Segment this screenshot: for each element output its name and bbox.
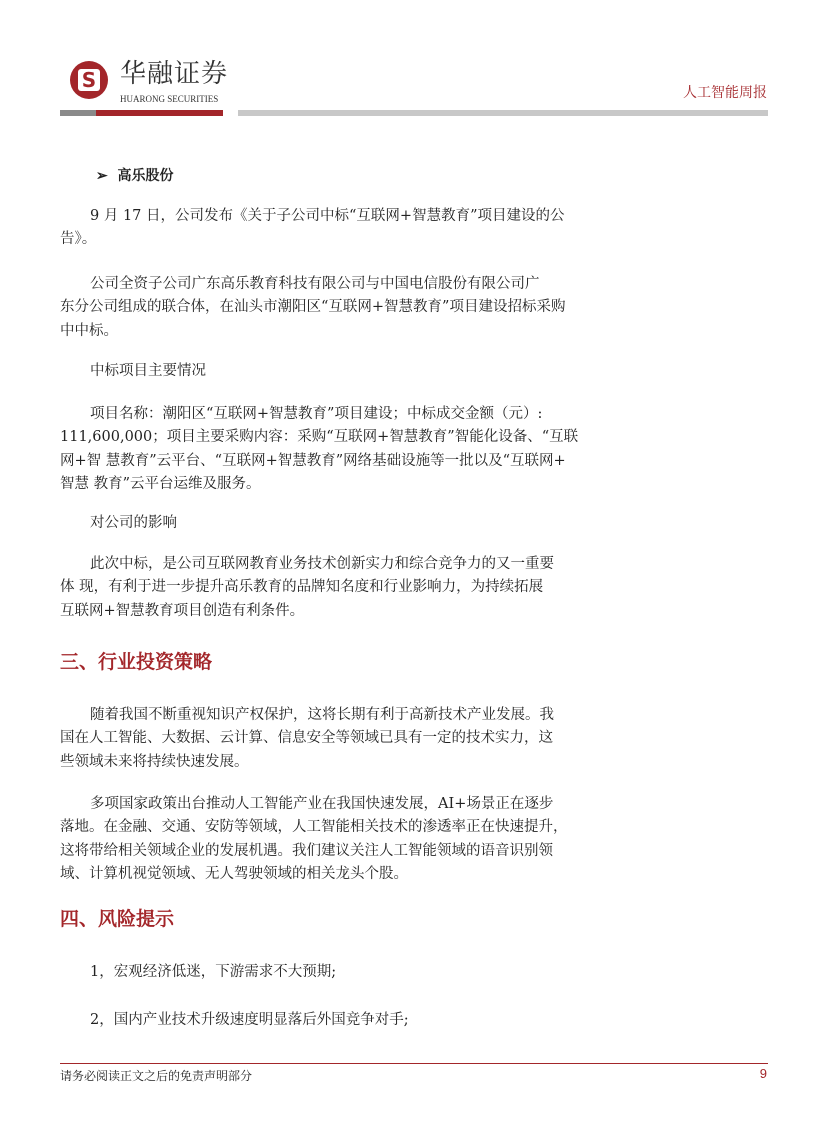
paragraph-line: 此次中标，是公司互联网教育业务技术创新实力和综合竞争力的又一重要 — [90, 556, 554, 572]
company-logo — [70, 61, 108, 99]
paragraph-line: 对公司的影响 — [90, 515, 177, 531]
section-heading-strategy: 三、行业投资策略 — [60, 651, 213, 673]
logo-icon: S — [78, 69, 100, 91]
header-divider-long — [238, 110, 768, 116]
company-subheading — [96, 166, 173, 186]
paragraph-line: 公司全资子公司广东高乐教育科技有限公司与中国电信股份有限公司广 — [90, 276, 540, 292]
bullet-arrow-icon: ➢ — [96, 168, 108, 184]
brand-name-en: HUARONG SECURITIES — [120, 94, 219, 104]
footer-divider — [60, 1063, 768, 1064]
paragraph-line: 智慧 教育”云平台运维及服务。 — [60, 475, 261, 492]
paragraph-line: 中中标。 — [60, 322, 118, 339]
paragraph-line: 互联网+智慧教育项目创造有利条件。 — [60, 602, 305, 619]
paragraph-line: 多项国家政策出台推动人工智能产业在我国快速发展，AI+场景正在逐步 — [90, 796, 554, 812]
paragraph-line: 随着我国不断重视知识产权保护，这将长期有利于高新技术产业发展。我 — [90, 707, 554, 723]
paragraph-line: 国在人工智能、大数据、云计算、信息安全等领域已具有一定的技术实力，这 — [60, 730, 553, 747]
paragraph-line: 111,600,000；项目主要采购内容：采购“互联网+智慧教育”智能化设备、“互联 — [60, 429, 579, 446]
paragraph-line: 这将带给相关领域企业的发展机遇。我们建议关注人工智能领域的语音识别领 — [60, 842, 553, 859]
paragraph-line: 落地。在金融、交通、安防等领域，人工智能相关技术的渗透率正在快速提升， — [60, 819, 568, 836]
paragraph-line: 中标项目主要情况 — [90, 363, 206, 379]
company-name: 高乐股份 — [117, 168, 174, 184]
page-number: 9 — [759, 1066, 767, 1081]
header-divider — [60, 110, 96, 116]
footer-disclaimer: 请务必阅读正文之后的免责声明部分 — [60, 1069, 253, 1083]
section-heading-risk: 四、风险提示 — [60, 908, 175, 930]
paragraph-line: 些领域未来将持续快速发展。 — [60, 753, 249, 770]
header-divider-accent — [96, 110, 223, 116]
paragraph-line: 域、计算机视觉领域、无人驾驶领域的相关龙头个股。 — [60, 865, 408, 882]
risk-item: 1，宏观经济低迷，下游需求不大预期; — [90, 964, 337, 980]
paragraph-line: 体 现，有利于进一步提升高乐教育的品牌知名度和行业影响力，为持续拓展 — [60, 579, 544, 596]
paragraph-line: 项目名称：潮阳区“互联网+智慧教育”项目建设；中标成交金额（元）: — [90, 406, 543, 422]
paragraph-line: 告》。 — [60, 231, 97, 248]
paragraph-line: 网+智 慧教育”云平台、“互联网+智慧教育”网络基础设施等一批以及“互联网+ — [60, 452, 566, 469]
risk-item: 2，国内产业技术升级速度明显落后外国竞争对手; — [90, 1012, 409, 1028]
paragraph-line: 东分公司组成的联合体，在汕头市潮阳区“互联网+智慧教育”项目建设招标采购 — [60, 299, 566, 316]
paragraph-line: 9 月 17 日，公司发布《关于子公司中标“互联网+智慧教育”项目建设的公 — [90, 208, 565, 224]
brand-name-cn: 华融证券 — [120, 59, 229, 89]
report-name: 人工智能周报 — [683, 85, 767, 101]
